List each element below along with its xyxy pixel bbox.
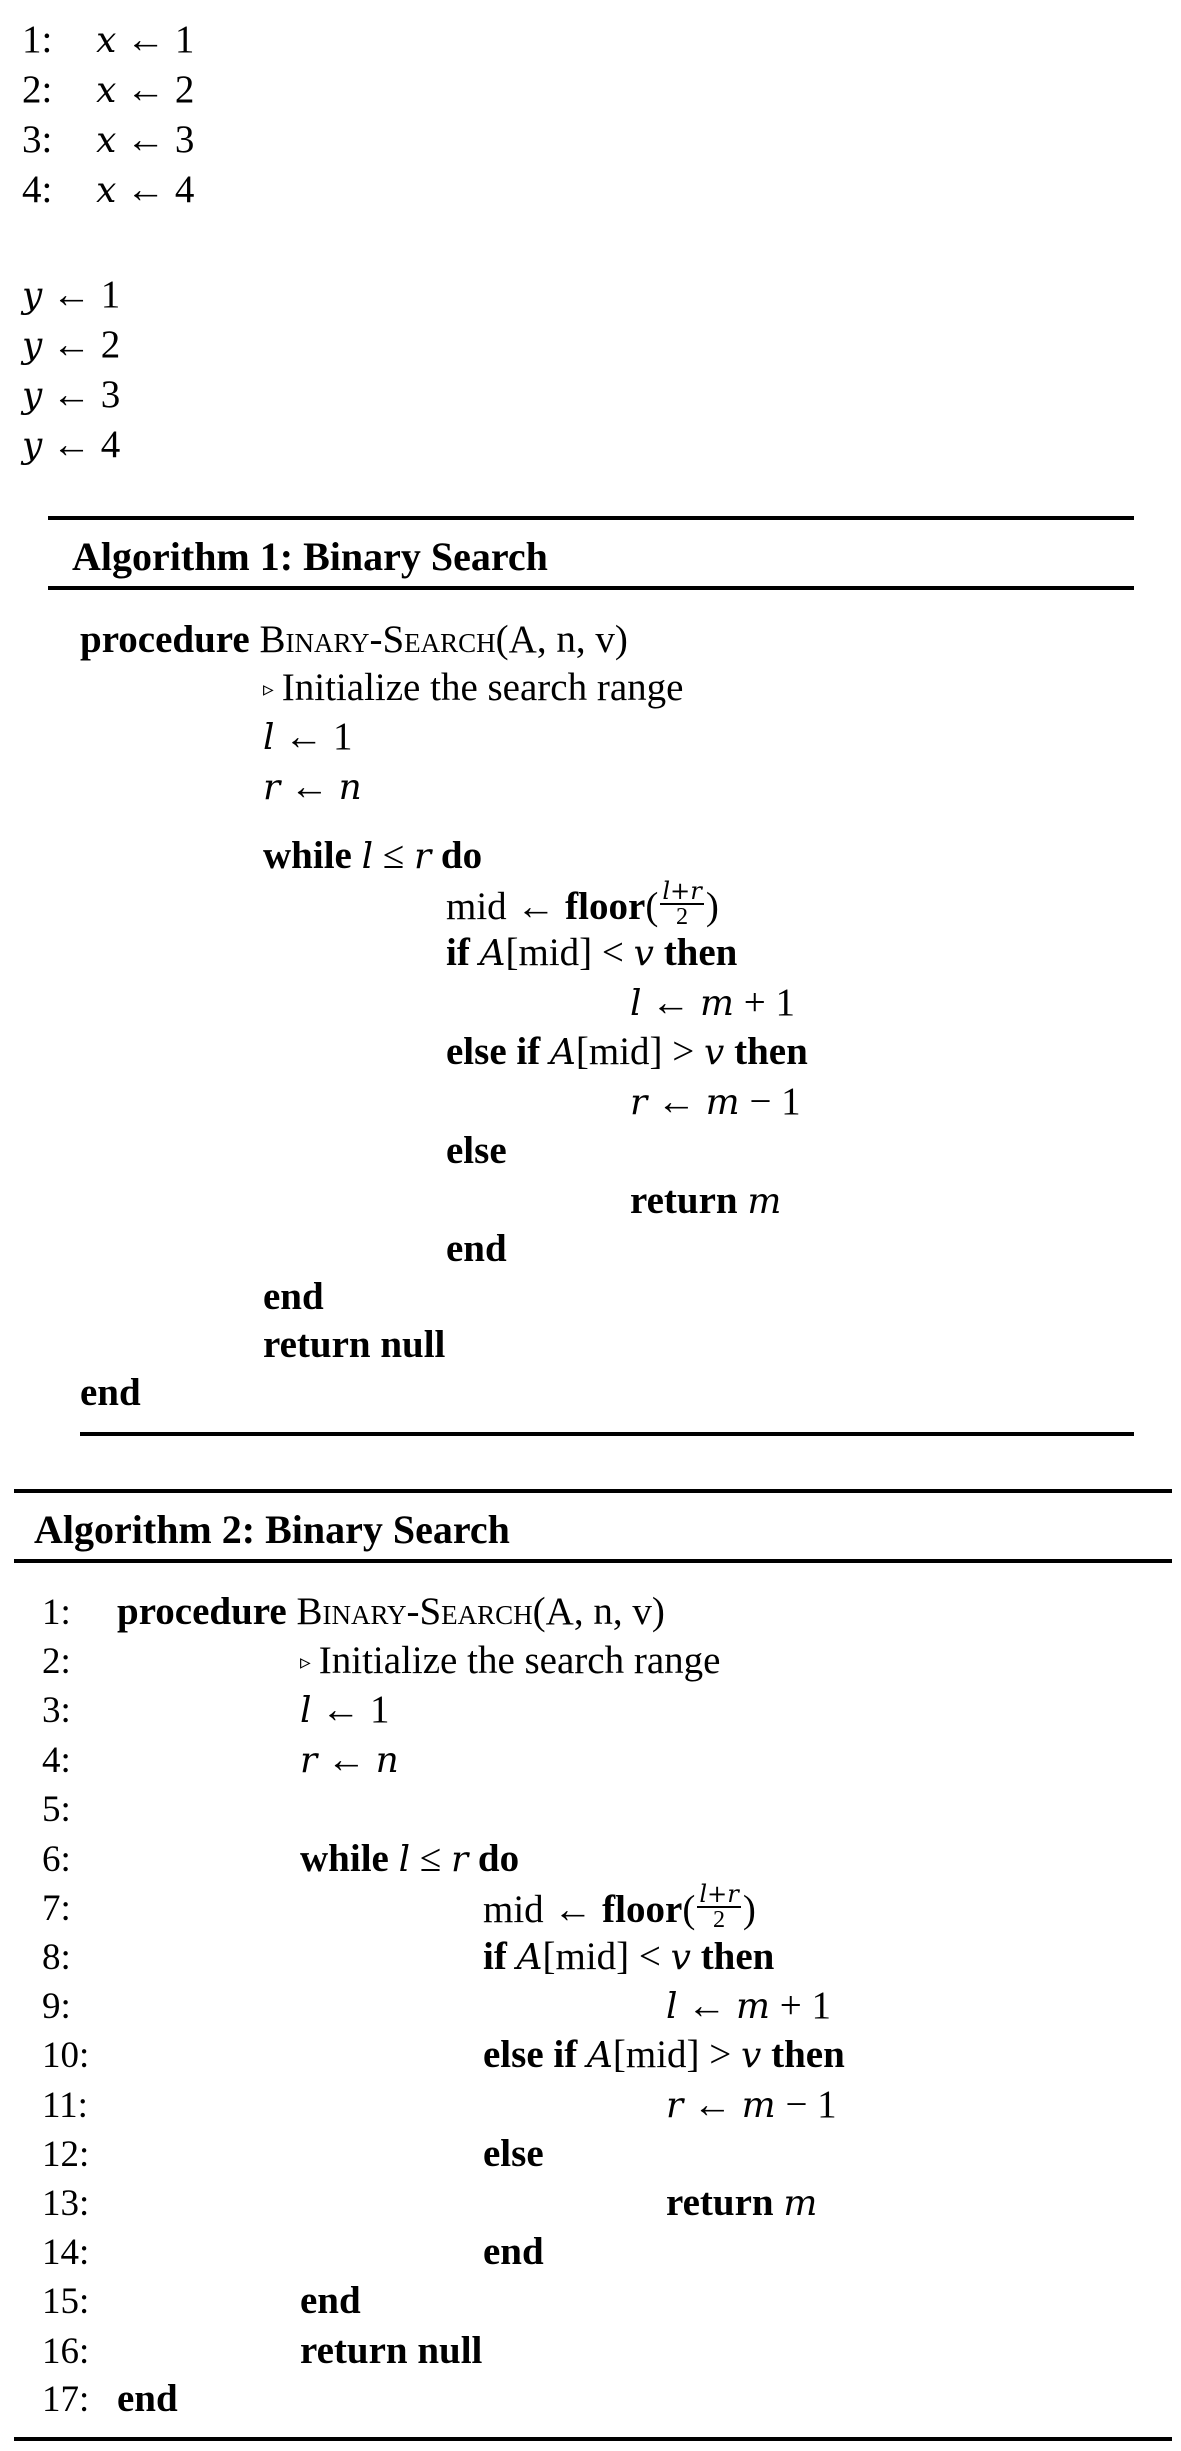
value: 1 xyxy=(100,273,121,316)
assign-arrow: ← xyxy=(52,373,92,416)
line-number: 3: xyxy=(42,1690,71,1731)
var-l: l xyxy=(398,1839,411,1880)
line-number: 8: xyxy=(42,1937,71,1978)
paren-close: ) xyxy=(705,885,719,929)
line-number: 4: xyxy=(42,1740,71,1781)
algorithm-caption: Algorithm 2: Binary Search xyxy=(34,1507,510,1552)
value: 1 xyxy=(369,1688,390,1731)
then-keyword: then xyxy=(771,2033,845,2076)
variable: x xyxy=(96,20,117,61)
line-number: 15: xyxy=(42,2281,90,2322)
line-number: 3: xyxy=(22,118,53,161)
else-line: else xyxy=(483,2132,544,2175)
assign-arrow: ← xyxy=(687,1984,727,2027)
comment-marker-icon: ▹ xyxy=(300,1650,311,1674)
plus-one: + 1 xyxy=(743,981,796,1024)
y-line-2 xyxy=(22,325,120,364)
end-if-line: end xyxy=(483,2230,544,2273)
line-number: 7: xyxy=(42,1888,71,1929)
init-l-line xyxy=(300,1690,389,1729)
var-l: l xyxy=(361,836,374,877)
fraction-numerator: l+r xyxy=(662,877,702,905)
return-null-line xyxy=(300,2331,482,2370)
else-line: else xyxy=(446,1129,507,1172)
null-keyword: null xyxy=(380,1323,446,1366)
then-keyword: then xyxy=(700,1935,775,1978)
if-line xyxy=(483,1937,774,1976)
assign-arrow: ← xyxy=(692,2083,732,2126)
do-keyword: do xyxy=(477,1837,520,1880)
end-procedure-line: end xyxy=(80,1371,141,1414)
r-update-line xyxy=(630,1082,801,1121)
var-A: A xyxy=(479,933,506,974)
then-keyword: then xyxy=(663,931,738,974)
init-r-line xyxy=(300,1740,399,1779)
minus-one: − 1 xyxy=(785,2083,837,2126)
else-if-keyword: else if xyxy=(483,2033,578,2076)
return-m-line xyxy=(630,1181,781,1220)
assign-arrow: ← xyxy=(284,715,324,758)
mid-line xyxy=(446,877,719,935)
fraction xyxy=(660,879,704,929)
assign-arrow: ← xyxy=(52,273,92,316)
assign-arrow: ← xyxy=(656,1080,696,1123)
line-number: 11: xyxy=(42,2085,88,2126)
procedure-args: (A, n, v) xyxy=(532,1590,665,1633)
line-number: 13: xyxy=(42,2183,90,2224)
while-keyword: while xyxy=(300,1837,389,1880)
variable: x xyxy=(96,70,117,111)
leq-symbol: ≤ xyxy=(419,1837,442,1880)
assign-arrow: ← xyxy=(126,118,166,161)
caption-rule xyxy=(14,1559,1172,1563)
var-m: m xyxy=(741,2085,776,2126)
gt-symbol: > xyxy=(709,2033,732,2076)
var-r: r xyxy=(300,1740,318,1781)
variable: y xyxy=(22,425,43,466)
var-r: r xyxy=(413,836,432,877)
bottom-rule xyxy=(80,1432,1134,1436)
while-keyword: while xyxy=(263,834,352,877)
index-mid: [mid] xyxy=(505,931,593,974)
value: 1 xyxy=(332,715,353,758)
var-r: r xyxy=(630,1082,648,1123)
algorithm-caption: Algorithm 1: Binary Search xyxy=(72,534,548,579)
paren-close: ) xyxy=(742,1888,756,1932)
var-mid: mid xyxy=(483,1888,544,1932)
value: 4 xyxy=(100,423,121,466)
var-l: l xyxy=(300,1690,312,1731)
procedure-name: Binary-Search xyxy=(259,618,496,661)
line-number: 10: xyxy=(42,2035,90,2076)
minus-one: − 1 xyxy=(749,1080,801,1123)
var-m: m xyxy=(747,1181,782,1222)
assign-arrow: ← xyxy=(289,765,329,808)
var-mid: mid xyxy=(446,885,507,929)
value: 4 xyxy=(174,168,195,211)
while-line xyxy=(300,1839,519,1878)
return-keyword: return xyxy=(666,2181,774,2224)
var-v: v xyxy=(704,1032,725,1073)
init-r-line xyxy=(263,767,362,806)
assign-arrow: ← xyxy=(326,1738,366,1781)
procedure-keyword: procedure xyxy=(117,1590,287,1633)
variable: y xyxy=(22,325,43,366)
end-while-line: end xyxy=(300,2279,361,2322)
gt-symbol: > xyxy=(672,1030,695,1073)
procedure-line xyxy=(117,1592,665,1631)
var-r: r xyxy=(666,2085,684,2126)
line-number: 2: xyxy=(42,1641,71,1682)
index-mid: [mid] xyxy=(542,1935,630,1978)
var-m: m xyxy=(783,2183,818,2224)
if-line xyxy=(446,933,737,972)
line-number: 14: xyxy=(42,2232,90,2273)
null-keyword: null xyxy=(417,2329,483,2372)
var-v: v xyxy=(633,933,654,974)
lt-symbol: < xyxy=(638,1935,661,1978)
floor-keyword: floor xyxy=(602,1888,683,1932)
y-line-4 xyxy=(22,425,120,464)
procedure-line xyxy=(80,620,628,659)
fraction-denominator: 2 xyxy=(713,1906,726,1934)
value: 2 xyxy=(100,323,121,366)
index-mid: [mid] xyxy=(575,1030,663,1073)
fraction-denominator: 2 xyxy=(676,903,689,931)
var-l: l xyxy=(263,717,275,758)
x-line-2 xyxy=(22,70,194,109)
comment-line xyxy=(263,668,683,707)
var-m: m xyxy=(735,1986,771,2027)
return-keyword: return xyxy=(630,1179,738,1222)
assign-arrow: ← xyxy=(651,981,691,1024)
value: 2 xyxy=(174,68,195,111)
var-l: l xyxy=(666,1986,678,2027)
var-A: A xyxy=(549,1032,576,1073)
r-update-line xyxy=(666,2085,837,2124)
value: 1 xyxy=(174,18,195,61)
line-number: 16: xyxy=(42,2331,90,2372)
caption-rule xyxy=(48,586,1134,590)
fraction-numerator: l+r xyxy=(699,1880,739,1908)
x-line-1 xyxy=(22,20,194,59)
comment-line xyxy=(300,1641,720,1680)
var-v: v xyxy=(670,1937,691,1978)
else-if-line xyxy=(446,1032,808,1071)
comment-text: Initialize the search range xyxy=(318,1639,721,1682)
l-update-line xyxy=(666,1986,831,2025)
procedure-name: Binary-Search xyxy=(296,1590,533,1633)
assign-arrow: ← xyxy=(553,1888,593,1932)
return-keyword: return xyxy=(263,1323,371,1366)
procedure-keyword: procedure xyxy=(80,618,250,661)
return-m-line xyxy=(666,2183,817,2222)
variable: y xyxy=(22,275,43,316)
end-while-line: end xyxy=(263,1275,324,1318)
var-n: n xyxy=(375,1740,399,1781)
end-if-line: end xyxy=(446,1227,507,1270)
assign-arrow: ← xyxy=(516,885,556,929)
comment-marker-icon: ▹ xyxy=(263,677,274,701)
var-r: r xyxy=(450,1839,469,1880)
var-m: m xyxy=(699,983,735,1024)
line-number: 12: xyxy=(42,2134,90,2175)
var-n: n xyxy=(338,767,362,808)
while-line xyxy=(263,836,482,875)
bottom-rule xyxy=(14,2437,1172,2441)
assign-arrow: ← xyxy=(52,423,92,466)
y-line-3 xyxy=(22,375,120,414)
y-line-1 xyxy=(22,275,120,314)
variable: x xyxy=(96,120,117,161)
line-number: 1: xyxy=(42,1592,71,1633)
line-number: 5: xyxy=(42,1789,71,1830)
variable: y xyxy=(22,375,43,416)
floor-keyword: floor xyxy=(565,885,646,929)
if-keyword: if xyxy=(446,931,470,974)
line-number: 4: xyxy=(22,168,53,211)
fraction xyxy=(697,1882,741,1932)
var-m: m xyxy=(705,1082,740,1123)
leq-symbol: ≤ xyxy=(382,834,405,877)
line-number: 1: xyxy=(22,18,53,61)
then-keyword: then xyxy=(734,1030,808,1073)
return-keyword: return xyxy=(300,2329,408,2372)
assign-arrow: ← xyxy=(126,18,166,61)
plus-one: + 1 xyxy=(779,1984,832,2027)
line-number: 2: xyxy=(22,68,53,111)
assign-arrow: ← xyxy=(126,68,166,111)
top-rule xyxy=(48,516,1134,520)
line-number: 17: xyxy=(42,2379,90,2420)
else-if-keyword: else if xyxy=(446,1030,541,1073)
value: 3 xyxy=(100,373,121,416)
assign-arrow: ← xyxy=(321,1688,361,1731)
l-update-line xyxy=(630,983,795,1022)
paren-open: ( xyxy=(682,1888,696,1932)
index-mid: [mid] xyxy=(612,2033,700,2076)
variable: x xyxy=(96,170,117,211)
procedure-args: (A, n, v) xyxy=(495,618,628,661)
do-keyword: do xyxy=(440,834,483,877)
x-line-3 xyxy=(22,120,194,159)
comment-text: Initialize the search range xyxy=(281,666,684,709)
return-null-line xyxy=(263,1325,445,1364)
mid-line xyxy=(483,1880,756,1938)
x-line-4 xyxy=(22,170,194,209)
paren-open: ( xyxy=(645,885,659,929)
lt-symbol: < xyxy=(601,931,624,974)
line-number: 9: xyxy=(42,1986,71,2027)
var-A: A xyxy=(516,1937,543,1978)
if-keyword: if xyxy=(483,1935,507,1978)
line-number: 6: xyxy=(42,1839,71,1880)
init-l-line xyxy=(263,717,352,756)
end-procedure-line: end xyxy=(117,2377,178,2420)
var-r: r xyxy=(263,767,281,808)
assign-arrow: ← xyxy=(126,168,166,211)
assign-arrow: ← xyxy=(52,323,92,366)
var-v: v xyxy=(741,2035,762,2076)
value: 3 xyxy=(174,118,195,161)
var-A: A xyxy=(586,2035,613,2076)
top-rule xyxy=(14,1489,1172,1493)
else-if-line xyxy=(483,2035,845,2074)
var-l: l xyxy=(630,983,642,1024)
